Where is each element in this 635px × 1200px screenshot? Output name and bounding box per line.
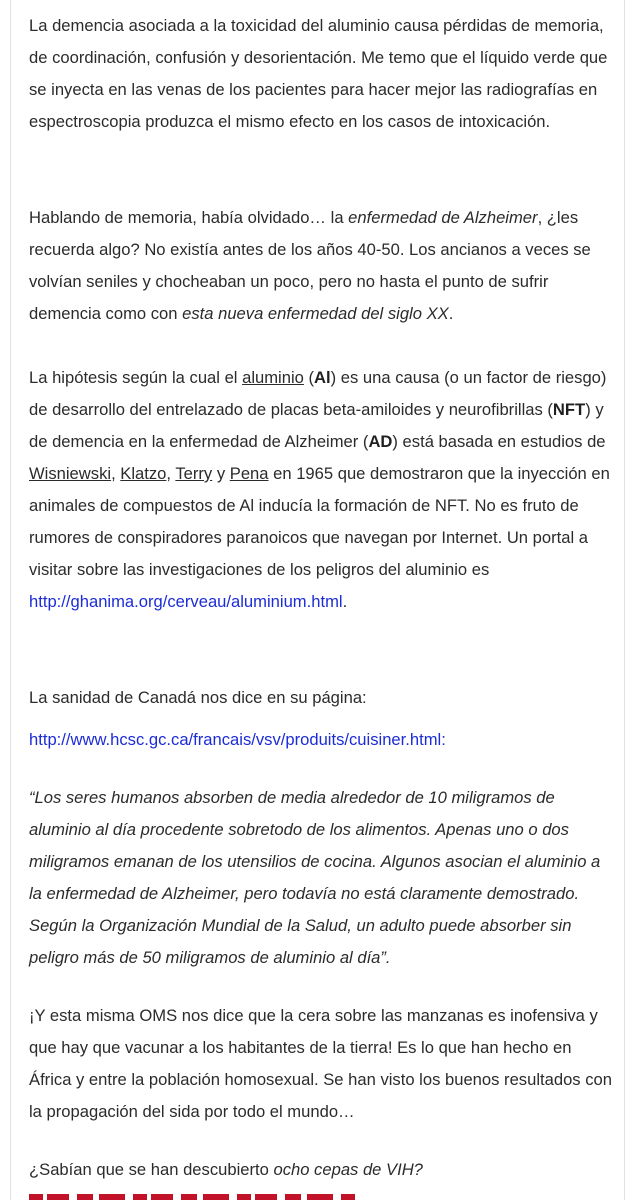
cropped-heading bbox=[29, 1183, 359, 1200]
paragraph-text: ) está basada en estudios de bbox=[392, 432, 606, 451]
paragraph-canada-intro bbox=[29, 682, 615, 714]
cropped-heading-glyphs bbox=[29, 1194, 359, 1200]
article-body bbox=[29, 10, 615, 1200]
italic-vih: ocho cepas de VIH? bbox=[273, 1160, 423, 1179]
right-divider bbox=[624, 0, 625, 1200]
paragraph-text: ( bbox=[303, 368, 315, 387]
blockquote-who bbox=[29, 782, 615, 974]
paragraph-alzheimer-memory bbox=[29, 202, 615, 330]
paragraph-text: La demencia asociada a la toxicidad del aluminio causa pérdidas de memoria, de coordinación, confusión y desorientación. Me temo que el líquido verde que se inyecta en las venas de los pacientes para hacer mejor las radiografías en espectroscopia produzca el mismo efecto en los casos de intoxicación. bbox=[29, 16, 608, 131]
link-hcsc[interactable]: http://www.hcsc.gc.ca/francais/vsv/produits/cuisiner.html bbox=[29, 730, 442, 749]
link-ghanima[interactable]: http://ghanima.org/cerveau/aluminium.html bbox=[29, 592, 343, 611]
paragraph-text: en 1965 que demostraron que la inyección en animales de compuestos de Al inducía la formación de NFT. No es fruto de rumores de conspiradores paranoicos que navegan por Internet. Un portal a visitar sobre las investigaciones de los peligros del aluminio es bbox=[29, 464, 610, 579]
paragraph-text: , ¿les recuerda algo? No existía antes de los años 40-50. Los ancianos a veces se volvían seniles y chocheaban un poco, pero no hasta el punto de sufrir demencia como con bbox=[29, 208, 591, 323]
paragraph-text: La sanidad de Canadá nos dice en su página: bbox=[29, 688, 367, 707]
paragraph-text: . bbox=[342, 592, 348, 611]
quote-text: “Los seres humanos absorben de media alrededor de 10 miligramos de aluminio al día procedente sobretodo de los alimentos. Apenas uno o dos miligramos emanan de los utensilios de cocina. Algunos asocian el aluminio a la enfermedad de Alzheimer, pero todavía no está claramente demostrado. Según la Organización Mundial de la Salud, un adulto puede absorber sin peligro más de 50 miligramos de aluminio al día”. bbox=[29, 788, 601, 967]
paragraph-text: . bbox=[448, 304, 454, 323]
paragraph-text: , bbox=[166, 464, 176, 483]
paragraph-text: ¡Y esta misma OMS nos dice que la cera sobre las manzanas es inofensiva y que hay que vacunar a los habitantes de la tierra! Es lo que han hecho en África y entre la población homosexual. Se han visto los buenos resultados con la propagación del sida por todo el mundo… bbox=[29, 1006, 612, 1121]
bold-ad: AD bbox=[368, 432, 393, 451]
paragraph-canada-link bbox=[29, 724, 615, 756]
paragraph-vih bbox=[29, 1154, 615, 1186]
link-wisniewski[interactable]: Wisniewski bbox=[29, 464, 112, 483]
link-klatzo[interactable]: Klatzo bbox=[120, 464, 167, 483]
paragraph-text: y bbox=[212, 464, 230, 483]
paragraph-text: ) es una causa (o un factor de riesgo) de desarrollo del entrelazado de placas beta-amiloides y neurofibrillas ( bbox=[29, 368, 607, 419]
italic-alzheimer: enfermedad de Alzheimer bbox=[348, 208, 538, 227]
paragraph-aluminum-dementia bbox=[29, 10, 615, 138]
link-colon: : bbox=[441, 730, 446, 749]
bold-al: Al bbox=[314, 368, 331, 387]
link-terry[interactable]: Terry bbox=[175, 464, 213, 483]
paragraph-hypothesis bbox=[29, 362, 615, 618]
paragraph-text: Hablando de memoria, había olvidado… la bbox=[29, 208, 349, 227]
link-pena[interactable]: Pena bbox=[229, 464, 269, 483]
paragraph-text: La hipótesis según la cual el bbox=[29, 368, 243, 387]
italic-new-disease: esta nueva enfermedad del siglo XX bbox=[182, 304, 449, 323]
paragraph-text: ) y de demencia en la enfermedad de Alzheimer ( bbox=[29, 400, 604, 451]
paragraph-oms bbox=[29, 1000, 615, 1128]
paragraph-text: , bbox=[111, 464, 121, 483]
bold-nft: NFT bbox=[552, 400, 586, 419]
left-divider bbox=[10, 0, 11, 1200]
link-aluminio[interactable]: aluminio bbox=[242, 368, 304, 387]
paragraph-text: ¿Sabían que se han descubierto bbox=[29, 1160, 274, 1179]
